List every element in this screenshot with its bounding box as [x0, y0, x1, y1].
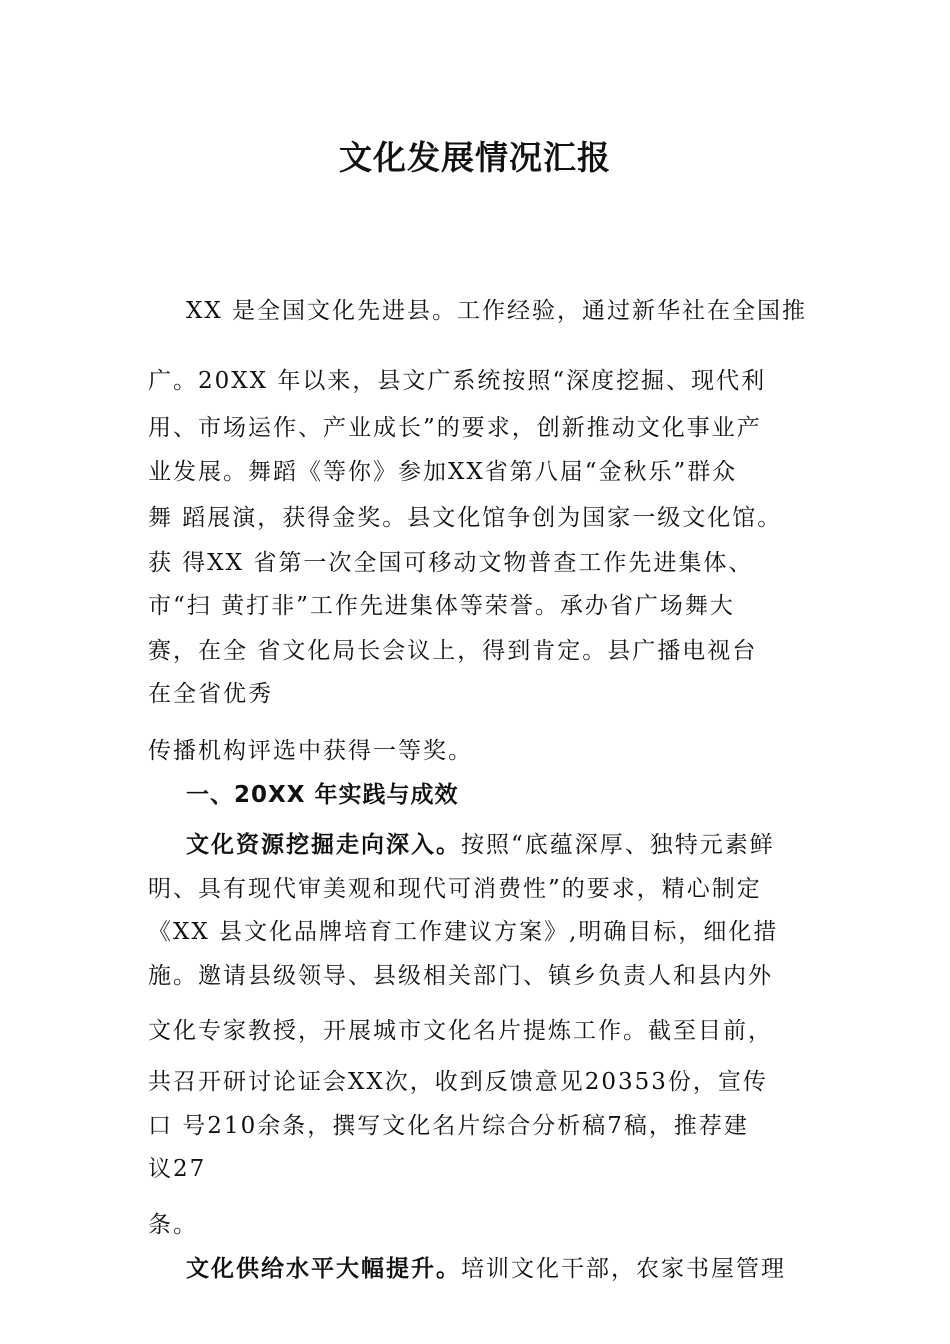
- intro-line-2: 广。20XX 年以来，县文广系统按照“深度挖掘、现代利: [148, 368, 767, 394]
- para1-line-8: 议27: [148, 1156, 207, 1182]
- intro-line-3: 用、市场运作、产业成长”的要求，创新推动文化事业产: [148, 415, 762, 441]
- section-heading: 一、20XX 年实践与成效: [186, 782, 459, 808]
- para1-line-4: 施。邀请县级领导、县级相关部门、镇乡负责人和县内外: [148, 963, 773, 989]
- intro-line-5: 舞 蹈展演，获得金奖。县文化馆争创为国家一级文化馆。: [148, 505, 783, 531]
- para1-line-2: 明、具有现代审美观和现代可消费性”的要求，精心制定: [148, 876, 762, 902]
- intro-line-7: 市“扫 黄打非”工作先进集体等荣誉。承办省广场舞大: [148, 593, 735, 619]
- para1-line-1: [186, 830, 775, 860]
- para2-lead: 文化供给水平大幅提升。: [186, 1256, 461, 1282]
- para1-lead: 文化资源挖掘走向深入。: [186, 832, 461, 858]
- para1-line-5: 文化专家教授，开展城市文化名片提炼工作。截至目前，: [148, 1018, 773, 1044]
- document-title: 文化发展情况汇报: [339, 138, 611, 177]
- para1-line-9: 条。: [148, 1212, 198, 1238]
- para1-first-rest: 按照“底蕴深厚、独特元素鲜: [461, 832, 775, 858]
- para1-line-7: 口 号210余条，撰写文化名片综合分析稿7稿，推荐建: [148, 1113, 749, 1139]
- intro-line-10: 传播机构评选中获得一等奖。: [148, 738, 473, 764]
- intro-line-8: 赛，在全 省文化局长会议上，得到肯定。县广播电视台: [148, 638, 758, 664]
- intro-line-1: XX 是全国文化先进县。工作经验，通过新华社在全国推: [186, 298, 808, 324]
- intro-line-6: 获 得XX 省第一次全国可移动文物普查工作先进集体、: [148, 550, 754, 576]
- para1-line-6: 共召开研讨论证会XX次，收到反馈意见20353份，宣传: [148, 1069, 768, 1095]
- para2-first-rest: 培训文化干部，农家书屋管理: [461, 1256, 786, 1282]
- para2-line-1: [186, 1254, 786, 1284]
- intro-line-4: 业发展。舞蹈《等你》参加XX省第八届“金秋乐”群众: [148, 459, 738, 485]
- para1-line-3: 《XX 县文化品牌培育工作建议方案》,明确目标，细化措: [148, 919, 779, 945]
- intro-line-9: 在全省优秀: [148, 681, 273, 707]
